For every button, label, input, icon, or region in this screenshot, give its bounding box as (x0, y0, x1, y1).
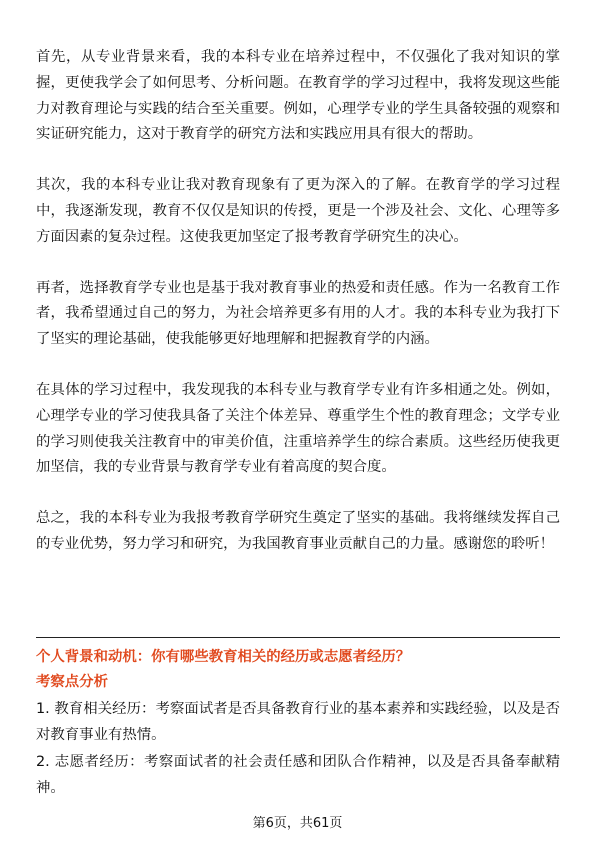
page-number: 第6页，共61页 (252, 816, 343, 831)
paragraph-2: 其次，我的本科专业让我对教育现象有了更为深入的了解。在教育学的学习过程中，我逐渐发现，教育不仅仅是知识的传授，更是一个涉及社会、文化、心理等多方面因素的复杂过程。这使我更加坚定了报考教育学研究生的决心。 (36, 177, 560, 245)
body-text (36, 45, 560, 558)
paragraph-4: 在具体的学习过程中，我发现我的本科专业与教育学专业有许多相通之处。例如，心理学专业的学习使我具备了关注个体差异、尊重学生个性的教育理念；文学专业的学习则使我关注教育中的审美价值，注重培养学生的综合素质。这些经历使我更加坚信，我的专业背景与教育学专业有着高度的契合度。 (36, 381, 560, 476)
analysis-point-1: 1. 教育相关经历：考察面试者是否具备教育行业的基本素养和实践经验，以及是否对教育事业有热情。 (36, 701, 560, 743)
analysis-points (36, 697, 560, 803)
paragraph-1: 首先，从专业背景来看，我的本科专业在培养过程中，不仅强化了我对知识的掌握，更使我学会了如何思考、分析问题。在教育学的学习过程中，我将发现这些能力对教育理论与实践的结合至关重要。例如，心理学专业的学生具备较强的观察和实证研究能力，这对于教育学的研究方法和实践应用具有很大的帮助。 (36, 49, 560, 143)
question-heading: 个人背景和动机：你有哪些教育相关的经历或志愿者经历？ (36, 649, 411, 665)
section-divider (36, 637, 560, 638)
analysis-point-2: 2. 志愿者经历：考察面试者的社会责任感和团队合作精神，以及是否具备奉献精神。 (36, 754, 560, 796)
paragraph-3: 再者，选择教育学专业也是基于我对教育事业的热爱和责任感。作为一名教育工作者，我希望通过自己的努力，为社会培养更多有用的人才。我的本科专业为我打下了坚实的理论基础，使我能够更好地理解和把握教育学的内涵。 (36, 279, 560, 348)
analysis-heading: 考察点分析 (36, 674, 108, 690)
paragraph-5: 总之，我的本科专业为我报考教育学研究生奠定了坚实的基础。我将继续发挥自己的专业优势，努力学习和研究，为我国教育事业贡献自己的力量。感谢您的聆听！ (36, 510, 560, 552)
